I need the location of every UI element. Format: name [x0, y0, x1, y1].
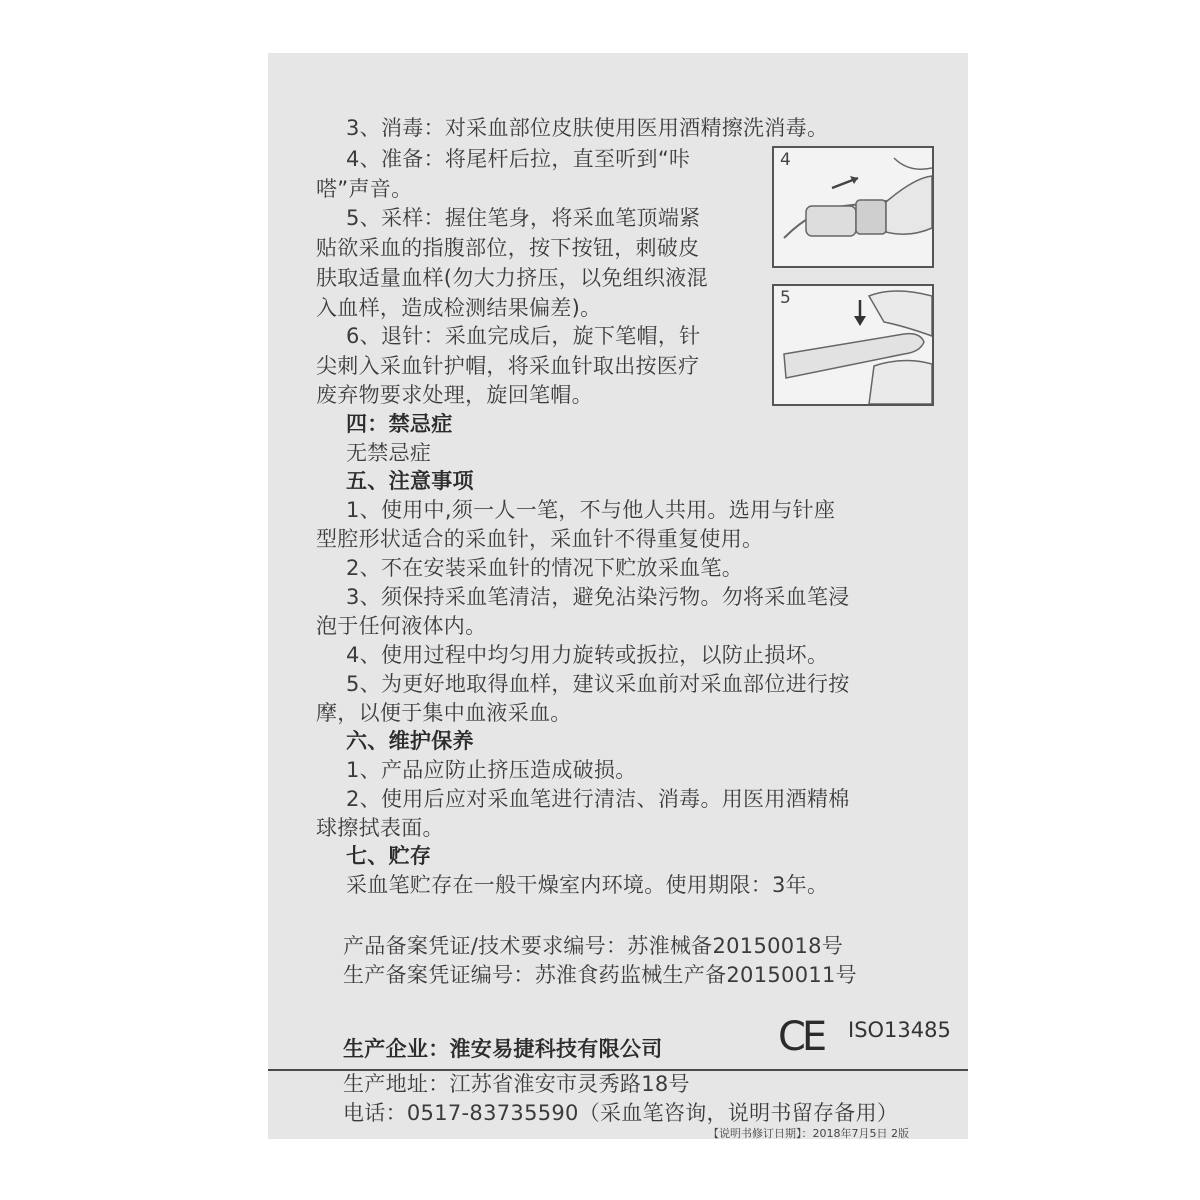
text-line: 尖刺入采血针护帽，将采血针取出按医疗: [316, 354, 700, 378]
figure-number: 5: [780, 288, 791, 308]
text-line: 2、使用后应对采血笔进行清洁、消毒。用医用酒精棉: [346, 787, 850, 811]
text-line: 5、采样：握住笔身，将采血笔顶端紧: [346, 206, 701, 230]
pen-sampling-drawing: [774, 286, 932, 404]
text-line: 3、消毒：对采血部位皮肤使用医用酒精擦洗消毒。: [346, 116, 829, 140]
text-line: 泡于任何液体内。: [316, 614, 487, 638]
production-registration-number: 生产备案凭证编号：苏淮食药监械生产备20150011号: [343, 963, 857, 987]
text-line: 1、使用中,须一人一笔，不与他人共用。选用与针座: [346, 498, 836, 522]
section-heading: 五、注意事项: [346, 469, 474, 493]
text-line: 2、不在安装采血针的情况下贮放采血笔。: [346, 556, 744, 580]
text-line: 4、使用过程中均匀用力旋转或扳拉，以防止损坏。: [346, 643, 829, 667]
production-address: 生产地址：江苏省淮安市灵秀路18号: [343, 1072, 690, 1096]
instruction-sheet: [268, 53, 968, 1139]
text-line: 肤取适量血样(勿大力挤压，以免组织液混: [316, 266, 708, 290]
manufacturer: 生产企业：淮安易捷科技有限公司: [343, 1037, 663, 1061]
text-line: 贴欲采血的指腹部位，按下按钮，刺破皮: [316, 236, 700, 260]
pen-pull-back-drawing: [774, 148, 932, 266]
text-line: 入血样，造成检测结果偏差)。: [316, 296, 602, 320]
contact-phone: 电话：0517-83735590（采血笔咨询，说明书留存备用）: [343, 1101, 899, 1125]
text-line: 6、退针：采血完成后，旋下笔帽，针: [346, 324, 701, 348]
section-heading: 六、维护保养: [346, 729, 474, 753]
text-line: 3、须保持采血笔清洁，避免沾染污物。勿将采血笔浸: [346, 585, 850, 609]
section-heading: 七、贮存: [346, 844, 432, 868]
text-line: 1、产品应防止挤压造成破损。: [346, 758, 637, 782]
registration-number: 产品备案凭证/技术要求编号：苏淮械备20150018号: [343, 934, 844, 958]
text-line: 摩，以便于集中血液采血。: [316, 701, 572, 725]
figure-5-illustration: [772, 284, 934, 406]
figure-4-illustration: [772, 146, 934, 268]
ce-mark: CE: [778, 1014, 824, 1060]
figure-number: 4: [780, 150, 791, 170]
text-line: 采血笔贮存在一般干燥室内环境。使用期限：3年。: [346, 873, 829, 897]
section-heading: 四：禁忌症: [346, 412, 453, 436]
iso-certification: ISO13485: [848, 1018, 951, 1042]
text-line: 嗒”声音。: [316, 177, 413, 201]
text-line: 型腔形状适合的采血针，采血针不得重复使用。: [316, 527, 764, 551]
text-line: 废弃物要求处理，旋回笔帽。: [316, 383, 593, 407]
text-line: 5、为更好地取得血样，建议采血前对采血部位进行按: [346, 672, 850, 696]
revision-date: 【说明书修订日期】：2018年7月5日 2版: [708, 1127, 909, 1139]
text-line: 球擦拭表面。: [316, 816, 444, 840]
text-line: 无禁忌症: [346, 441, 432, 465]
text-line: 4、准备：将尾杆后拉，直至听到“咔: [346, 147, 691, 171]
